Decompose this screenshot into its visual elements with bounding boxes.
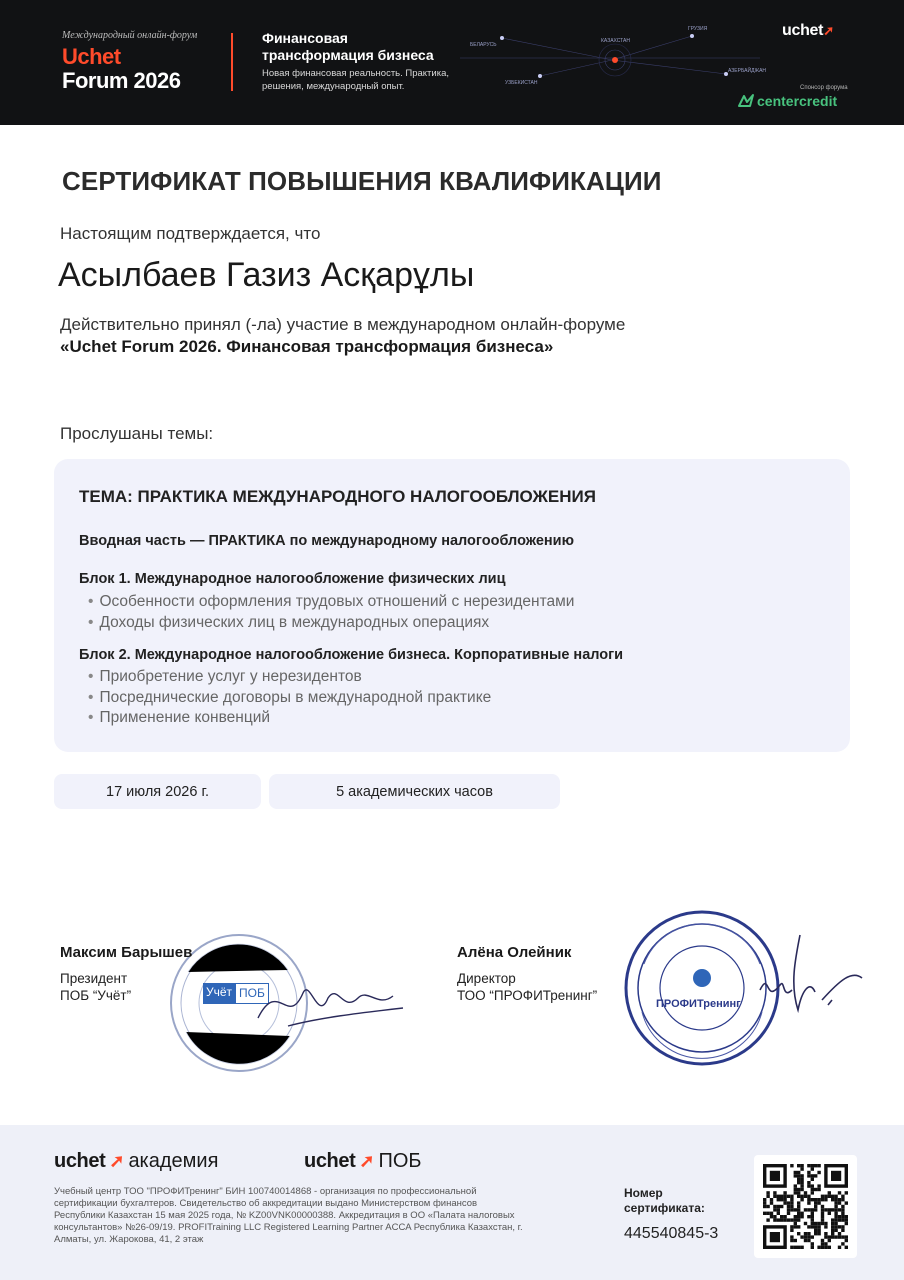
sponsor-name: centercredit bbox=[757, 93, 838, 109]
signatory-2-role-org: ТОО “ПРОФИТренинг” bbox=[457, 988, 598, 1003]
map-label-uzbekistan: УЗБЕКИСТАН bbox=[505, 80, 538, 86]
signature-oleinik bbox=[740, 930, 865, 1025]
date-badge: 17 июля 2026 г. bbox=[54, 774, 261, 809]
banner-description: Новая финансовая реальность. Практика, решения, международный опыт. bbox=[262, 68, 450, 92]
signatory-2-role bbox=[457, 970, 597, 1004]
profitraining-stamp-label: ПРОФИТренинг bbox=[656, 998, 741, 1010]
map-label-georgia: ГРУЗИЯ bbox=[688, 26, 708, 32]
map-label-belarus: БЕЛАРУСЬ bbox=[470, 42, 497, 48]
qr-code-graphic bbox=[754, 1155, 857, 1258]
uchet-logo-text: uchet bbox=[782, 22, 824, 39]
block-1-list bbox=[88, 592, 574, 633]
uchet-arrow-icon: ➚ bbox=[359, 1151, 375, 1171]
banner-title: Финансовая трансформация бизнеса bbox=[262, 30, 434, 63]
topic-intro: Вводная часть — ПРАКТИКА по международному налогообложению bbox=[79, 533, 574, 549]
list-item: • Доходы физических лиц в международных операциях bbox=[88, 613, 574, 634]
list-item: • Приобретение услуг у нерезидентов bbox=[88, 667, 491, 688]
sponsor-logo bbox=[738, 93, 837, 109]
network-map-graphic bbox=[460, 10, 767, 120]
footer-legal-text: Учебный центр ТОО "ПРОФИТренинг" БИН 100740014868 - организация по профессиональной сертификации бухгалтеров. Свидетельство об аккредитации выдано Министерством финансов Республики Казахстан 15 мая 2025 года, № KZ00VNK00000388. Аккредитация в ОО «Палата налоговых консультантов» №26-09/19. PROFITraining LLC Registered Learning Partner ACCA Республика Казахстан, г. Алматы, ул. Жарокова, 41, 2 этаж bbox=[54, 1186, 523, 1245]
list-item: • Особенности оформления трудовых отношений с нерезидентами bbox=[88, 592, 574, 613]
signatory-1-role-title: Президент bbox=[60, 971, 128, 986]
signatory-1-role bbox=[60, 970, 131, 1004]
header-banner bbox=[0, 0, 904, 125]
person-name: Асылбаев Газиз Асқарұлы bbox=[58, 256, 475, 294]
hours-badge: 5 академических часов bbox=[269, 774, 560, 809]
uchet-pob-logo bbox=[304, 1150, 422, 1173]
block-2-title: Блок 2. Международное налогообложение бизнеса. Корпоративные налоги bbox=[79, 647, 624, 663]
stamp-brand-pob: ПОБ bbox=[235, 983, 269, 1004]
signatory-2-name: Алёна Олейник bbox=[457, 944, 572, 961]
footer-logo2-text: ПОБ bbox=[378, 1150, 422, 1172]
block-2-list bbox=[88, 667, 491, 729]
list-item: • Посреднические договоры в международной практике bbox=[88, 688, 491, 709]
forum-brand-bottom: Forum 2026 bbox=[62, 68, 181, 93]
uchet-academy-logo bbox=[54, 1150, 218, 1173]
signature-baryshev bbox=[248, 968, 408, 1038]
forum-brand-top: Uchet bbox=[62, 44, 121, 69]
participation-text: Действительно принял (-ла) участие в международном онлайн-форуме bbox=[60, 315, 626, 334]
signatory-2-role-title: Директор bbox=[457, 971, 516, 986]
footer bbox=[0, 1125, 904, 1280]
centercredit-leaf-icon bbox=[738, 94, 754, 108]
signatory-1-name: Максим Барышев bbox=[60, 944, 193, 961]
forum-subtitle: Международный онлайн-форум bbox=[62, 30, 198, 41]
qr-code-icon[interactable] bbox=[754, 1155, 857, 1258]
participation-statement bbox=[60, 314, 625, 358]
map-label-kazakhstan: КАЗАХСТАН bbox=[601, 38, 630, 44]
event-name: «Uchet Forum 2026. Финансовая трансформация бизнеса» bbox=[60, 337, 554, 356]
map-label-azerbaijan: АЗЕРБАЙДЖАН bbox=[728, 68, 767, 74]
topic-theme: ТЕМА: ПРАКТИКА МЕЖДУНАРОДНОГО НАЛОГООБЛОЖЕНИЯ bbox=[79, 487, 596, 506]
banner-divider bbox=[231, 33, 233, 91]
uchet-logo bbox=[782, 22, 834, 40]
cert-number-label bbox=[624, 1186, 714, 1216]
signatory-1-role-org: ПОБ “Учёт” bbox=[60, 988, 132, 1003]
footer-logo1-text: академия bbox=[128, 1150, 219, 1172]
block-1-title: Блок 1. Международное налогообложение физических лиц bbox=[79, 571, 506, 587]
stamp-brand-uchet: Учёт bbox=[203, 983, 235, 1004]
sponsor-label: Спонсор форума bbox=[800, 85, 848, 91]
cert-number: 445540845-3 bbox=[624, 1225, 719, 1242]
certificate-title: СЕРТИФИКАТ ПОВЫШЕНИЯ КВАЛИФИКАЦИИ bbox=[62, 166, 662, 196]
uchet-arrow-icon: ➚ bbox=[109, 1151, 125, 1171]
topics-box bbox=[54, 459, 850, 752]
confirm-text: Настоящим подтверждается, что bbox=[60, 224, 321, 243]
topics-label: Прослушаны темы: bbox=[60, 424, 214, 443]
cert-number-label-text: Номер сертификата: bbox=[624, 1186, 705, 1215]
footer-logo1-uchet: uchet bbox=[54, 1150, 106, 1172]
footer-logo2-uchet: uchet bbox=[304, 1150, 356, 1172]
list-item: • Применение конвенций bbox=[88, 708, 491, 729]
uchet-arrow-icon: ➚ bbox=[823, 23, 834, 38]
